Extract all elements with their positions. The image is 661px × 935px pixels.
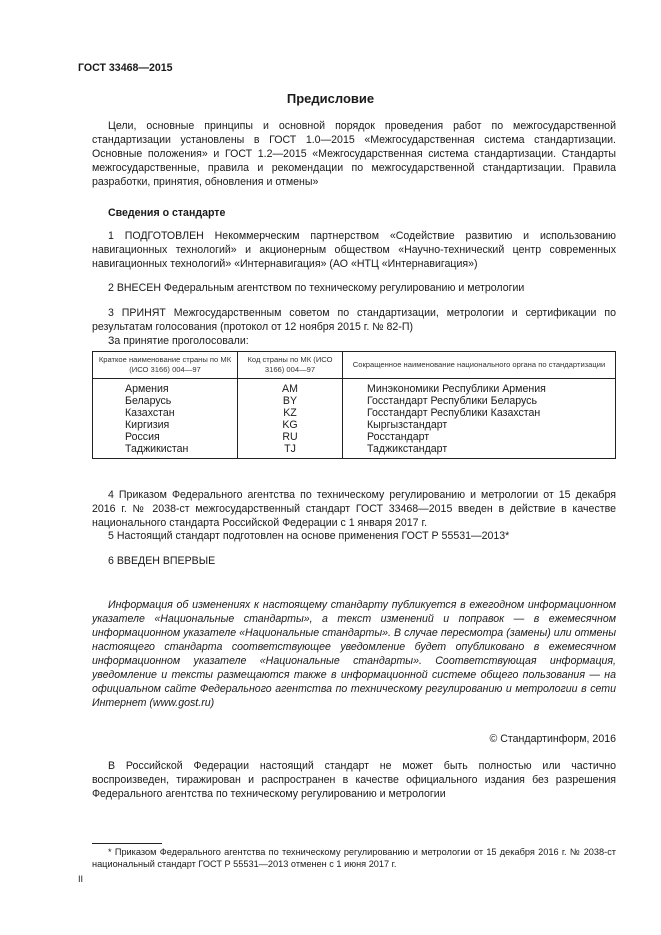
table-cell: AM [282, 383, 298, 395]
rights-paragraph: В Российской Федерации настоящий стандарт не может быть полностью или частично воспроизведен, тиражирован и распространен в качестве официального издания без разрешения Федерального агентства по техническому регулированию и метрологии [92, 760, 616, 800]
table-cell: Минэкономики Республики Армения [367, 383, 546, 395]
table-col-code [238, 379, 343, 459]
copyright: © Стандартинформ, 2016 [489, 733, 616, 745]
table-cell: RU [282, 431, 298, 443]
table-cell: Росстандарт [367, 431, 430, 443]
table-col-body [343, 379, 616, 459]
table-cell: Армения [125, 383, 169, 395]
section-heading: Сведения о стандарте [108, 207, 226, 219]
item-5: 5 Настоящий стандарт подготовлен на основе применения ГОСТ Р 55531—2013* [108, 530, 510, 542]
info-note: Информация об изменениях к настоящему стандарту публикуется в ежегодном информационном указателе «Национальные стандарты», а текст изменений и поправок — в ежемесячном информационном указателе «Национальные стандарты». В случае пересмотра (замены) или отмены настоящего стандарта соответствующее уведомление будет опубликовано в ежемесячном информационном указателе «Национальные стандарты». Соответствующая информация, уведомление и тексты размещаются также в информационной системе общего пользования — на официальном сайте Федерального агентства по техническому регулированию и метрологии в сети Интернет (www.gost.ru) [92, 599, 616, 709]
table-cell: Кыргызстандарт [367, 419, 448, 431]
item-3: 3 ПРИНЯТ Межгосударственным советом по стандартизации, метрологии и сертификации по результатам голосования (протокол от 12 ноября 2015 г. № 82-П) [92, 307, 616, 333]
table-cell: KG [282, 419, 298, 431]
document-id: ГОСТ 33468—2015 [78, 62, 173, 74]
table-cell: Киргизия [125, 419, 170, 431]
table-cell: Казахстан [125, 407, 175, 419]
item-2: 2 ВНЕСЕН Федеральным агентством по техническому регулированию и метрологии [108, 282, 525, 294]
item-4: 4 Приказом Федерального агентства по техническому регулированию и метрологии от 15 декабря 2016 г. № 2038-ст межгосударственный стандарт ГОСТ 33468—2015 введен в действие в качестве национального стандарта Российской Федерации с 1 января 2017 г. [92, 489, 616, 529]
table-header-body: Сокращенное наименование национального органа по стандартизации [343, 352, 616, 379]
table-cell: Россия [125, 431, 160, 443]
table-cell: BY [282, 395, 298, 407]
item-3-sub: За принятие проголосовали: [108, 335, 249, 347]
table-cell: Госстандарт Республики Беларусь [367, 395, 537, 407]
footnote: * Приказом Федерального агентства по техническому регулированию и метрологии от 15 декабря 2016 г. № 2038-ст национальный стандарт ГОСТ Р 55531—2013 отменен с 1 июня 2017 г. [92, 847, 616, 869]
item-1: 1 ПОДГОТОВЛЕН Некоммерческим партнерством «Содействие развитию и использованию навигационных технологий» и акционерным обществом «Научно-технический центр современных навигационных технологий» «Интернавигация» (АО «НТЦ «Интернавигация») [92, 230, 616, 270]
table-cell: Беларусь [125, 395, 172, 407]
voting-table [92, 351, 616, 459]
table-cell: TJ [284, 443, 296, 455]
footnote-divider [92, 843, 162, 844]
table-col-country [93, 379, 238, 459]
table-header-country: Краткое наименование страны по МК (ИСО 3166) 004—97 [93, 352, 238, 379]
page-title: Предисловие [286, 91, 375, 106]
table-cell: Госстандарт Республики Казахстан [367, 407, 541, 419]
page-number: II [78, 874, 84, 884]
item-6: 6 ВВЕДЕН ВПЕРВЫЕ [108, 555, 216, 567]
table-cell: Таджикстандарт [367, 443, 448, 455]
table-cell: KZ [283, 407, 297, 419]
table-header-code: Код страны по МК (ИСО 3166) 004—97 [238, 352, 343, 379]
intro-paragraph: Цели, основные принципы и основной порядок проведения работ по межгосударственной стандартизации установлены в ГОСТ 1.0—2015 «Межгосударственная система стандартизации. Основные положения» и ГОСТ 1.2—2015 «Межгосударственная система стандартизации. Стандарты межгосударственные, правила и рекомендации по межгосударственной стандартизации. Правила разработки, принятия, обновления и отмены» [92, 120, 616, 188]
table-cell: Таджикистан [125, 443, 189, 455]
